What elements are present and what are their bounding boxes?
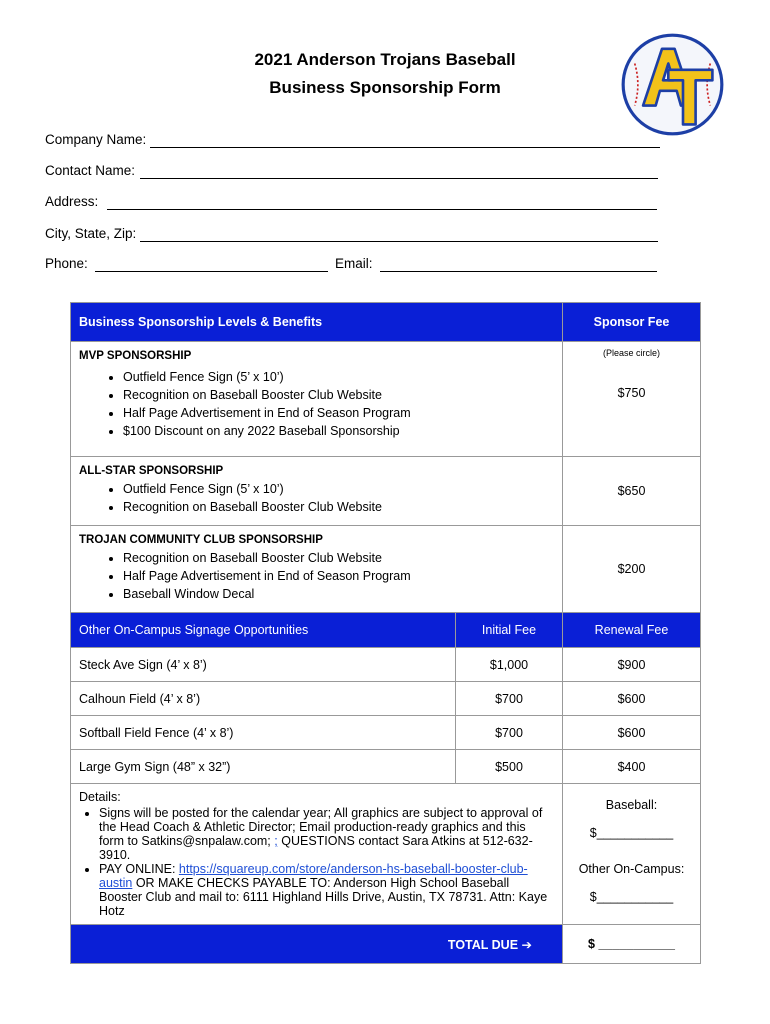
details-section [71,784,563,925]
table-row [71,682,701,716]
details-bullet [99,862,554,918]
benefit-item: • $100 Discount on any 2022 Baseball Sponsorship [123,422,554,440]
baseball-amount-field[interactable]: $___________ [589,826,674,840]
table-row [71,750,701,784]
level-row-all-star [71,457,701,526]
mvp-fee-option[interactable] [563,342,701,457]
details-text: OR MAKE CHECKS PAYABLE TO: Anderson High School Baseball Booster Club and mail to: 6111 Highland Hills Drive, Austin, TX 78731. Attn: Kaye Hotz [99,876,548,918]
initial-fee-header: Initial Fee [456,613,563,648]
pay-online-link[interactable]: https://squareup.com/store/anderson-hs-baseball-booster-club-austin [99,862,528,890]
benefit-item: • Half Page Advertisement in End of Season Program [123,404,554,422]
renewal-fee-cell[interactable]: $600 [563,716,701,750]
details-text: QUESTIONS contact Sara Atkins at 512-632-3910. [99,834,533,862]
sign-label: Calhoun Field (4’ x 8’) [71,682,456,716]
sign-label: Large Gym Sign (48” x 32”) [71,750,456,784]
trojans-baseball-logo [620,32,725,137]
benefit-item: • Half Page Advertisement in End of Season Program [123,567,554,585]
city-state-zip-field[interactable] [45,225,658,243]
phone-field[interactable] [45,255,328,273]
table-row [71,648,701,682]
renewal-fee-cell[interactable]: $600 [563,682,701,716]
community-fee-option[interactable]: $200 [563,526,701,613]
benefit-item: • Outfield Fence Sign (5’ x 10’) [123,368,554,386]
sponsor-fee-header: Sponsor Fee [563,303,701,342]
email-field[interactable] [335,255,657,273]
details-text: PAY ONLINE: [99,862,179,876]
benefit-item: • Recognition on Baseball Booster Club Website [123,549,554,567]
all-star-fee-option[interactable]: $650 [563,457,701,526]
signage-header: Other On-Campus Signage Opportunities [71,613,456,648]
sign-label: Steck Ave Sign (4’ x 8’) [71,648,456,682]
benefit-item: • Baseball Window Decal [123,585,554,603]
sign-label: Softball Field Fence (4’ x 8’) [71,716,456,750]
payment-subtotals [563,784,701,925]
city-state-zip-label: City, State, Zip: [45,226,137,241]
fee-value: $750 [617,386,646,400]
initial-fee-cell[interactable]: $700 [456,716,563,750]
details-heading: Details: [79,790,121,804]
initial-fee-cell[interactable]: $700 [456,682,563,716]
contact-name-field[interactable] [45,162,658,180]
baseball-label: Baseball: [605,798,658,812]
contact-name-label: Contact Name: [45,163,136,178]
campus-label: Other On-Campus: [578,862,685,876]
total-due-label: TOTAL DUE ➔ [71,925,563,964]
company-name-field[interactable] [45,131,660,149]
renewal-fee-cell[interactable]: $900 [563,648,701,682]
initial-fee-cell[interactable]: $500 [456,750,563,784]
renewal-fee-header: Renewal Fee [563,613,701,648]
level-title: ALL-STAR SPONSORSHIP [79,465,224,477]
email-link[interactable]: ; [274,834,278,848]
level-title: MVP SPONSORSHIP [79,350,192,362]
level-title: TROJAN COMMUNITY CLUB SPONSORSHIP [79,534,323,546]
benefit-item: • Recognition on Baseball Booster Club Website [123,386,554,404]
benefit-item: • Outfield Fence Sign (5’ x 10’) [123,480,554,498]
phone-label: Phone: [45,256,88,271]
form-title: 2021 Anderson Trojans Baseball [254,50,516,69]
sponsorship-table [70,302,701,964]
company-name-label: Company Name: [45,132,147,147]
email-label: Email: [335,256,373,271]
total-due-field[interactable]: $ ___________ [563,925,701,964]
benefit-item: • Recognition on Baseball Booster Club Website [123,498,554,516]
details-bullet [99,806,554,862]
renewal-fee-cell[interactable]: $400 [563,750,701,784]
campus-amount-field[interactable]: $___________ [589,890,674,904]
level-row-mvp [71,342,701,457]
please-circle-note: (Please circle) [602,348,660,358]
address-label: Address: [45,194,99,209]
levels-header: Business Sponsorship Levels & Benefits [71,303,563,342]
address-field[interactable] [45,193,657,211]
level-row-community [71,526,701,613]
form-subtitle: Business Sponsorship Form [269,78,501,97]
details-text: Signs will be posted for the calendar year; All graphics are subject to approval of the Head Coach & Athletic Director; Email production-ready graphics and this form to Satkins@snpalaw.com; [99,806,543,848]
table-row [71,716,701,750]
initial-fee-cell[interactable]: $1,000 [456,648,563,682]
